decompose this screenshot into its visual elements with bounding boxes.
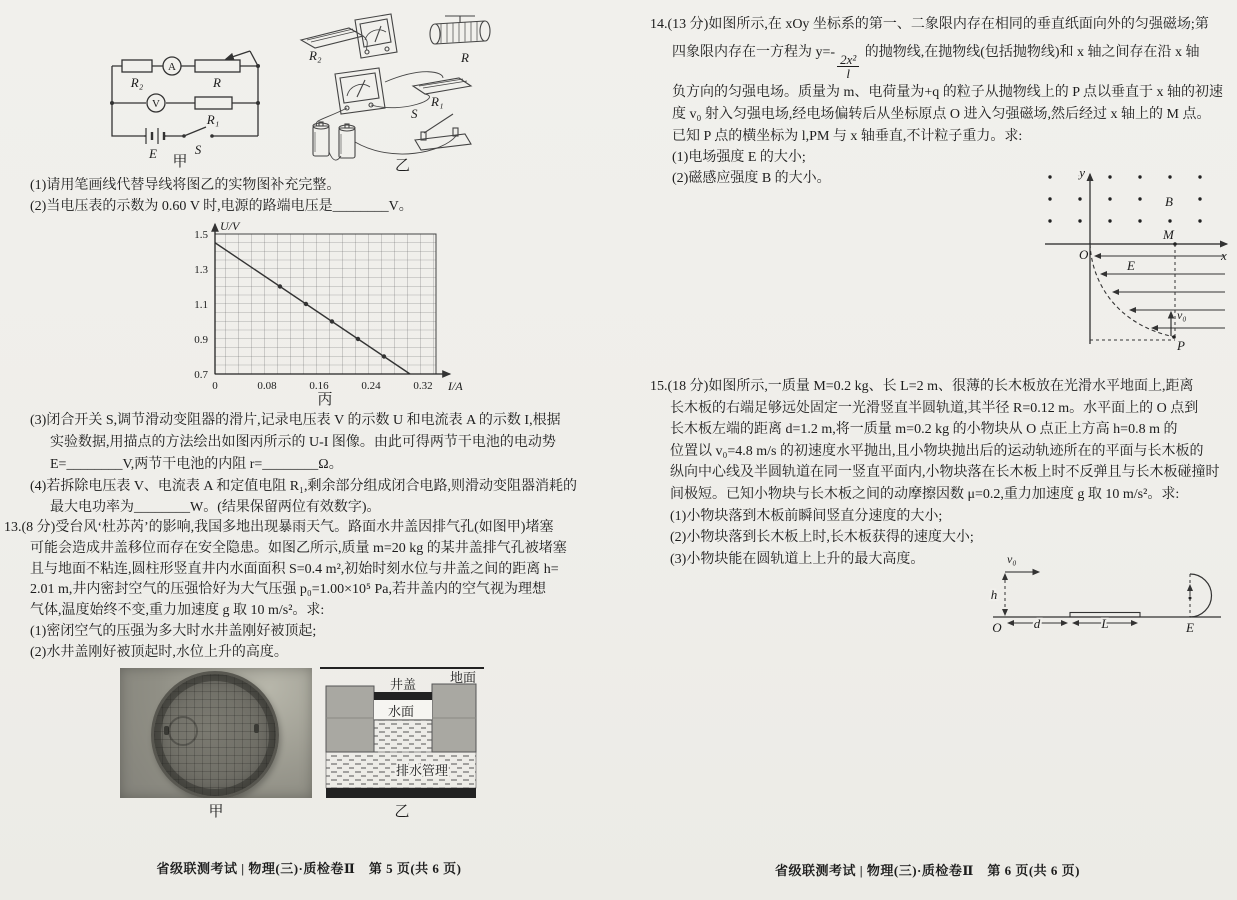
question-line: (1)小物块落到木板前瞬间竖直分速度的大小; <box>670 508 943 524</box>
question-line-fraction <box>650 37 1223 81</box>
diagram-caption: 乙 <box>394 804 410 820</box>
question-line: (2)磁感应强度 B 的大小。 <box>672 170 831 186</box>
question-line: 位置以 v₀=4.8 m/s 的初速度水平抛出,且小物块抛出后的运动轨迹所在的平面与长木板的 <box>670 443 1204 459</box>
question-line: 15.(18 分)如图所示,一质量 M=0.2 kg、长 L=2 m、很薄的长木板放在光滑水平地面上,距离 <box>650 379 1194 394</box>
svg-text:0.32: 0.32 <box>413 380 433 392</box>
label-s: S <box>411 106 418 121</box>
label-drain-pipe: 排水管理 <box>395 763 449 778</box>
plank-track-diagram-q15 <box>985 552 1225 667</box>
svg-text:1.1: 1.1 <box>194 299 208 311</box>
question-line: 14.(13 分)如图所示,在 xOy 坐标系的第一、二象限内存在相同的垂直纸面向外的匀强磁场;第 <box>650 17 1209 32</box>
manhole-center-ring <box>168 716 198 746</box>
label-e-field: E <box>1127 258 1135 273</box>
fraction-numerator: 2x² <box>837 53 859 67</box>
label-r1: R₁ <box>431 94 444 109</box>
question-line: 长木板左端的距离 d=1.2 m,将一质量 m=0.2 kg 的小物块从 O 点正上方高 h=0.8 m 的 <box>670 422 1178 438</box>
question-13 <box>4 518 567 664</box>
question-line: 长木板的右端足够远处固定一光滑竖直半圆轨道,其半径 R=0.12 m。水平面上的 O 点到 <box>670 400 1199 416</box>
question-15 <box>650 376 1220 570</box>
frac-post: 的抛物线,在抛物线(包括抛物线)和 x 轴之间存在沿 x 轴 <box>861 45 1200 60</box>
fraction <box>837 53 859 81</box>
circuit-diagram-jia <box>100 48 270 168</box>
question-line: (2)水井盖刚好被顶起时,水位上升的高度。 <box>30 644 288 660</box>
question-line: (3)闭合开关 S,调节滑动变阻器的滑片,记录电压表 V 的示数 U 和电流表 A 的示数 I,根据 <box>30 413 561 428</box>
question-line: 负方向的匀强电场。质量为 m、电荷量为+q 的粒子从抛物线上的 P 点以垂直于 x 轴的初速 <box>672 84 1224 100</box>
question-line: 2.01 m,井内密封空气的压强恰好为大气压强 p₀=1.00×10⁵ Pa,若井盖内的空气视为理想 <box>30 582 546 598</box>
svg-text:0: 0 <box>212 380 218 392</box>
question-line: 可能会造成井盖移位而存在安全隐患。如图乙所示,质量 m=20 kg 的某井盖排气孔被堵塞 <box>30 540 567 556</box>
label-ground: 地面 <box>450 670 477 685</box>
page-5 <box>0 0 618 900</box>
caption-jia: 甲 <box>172 154 188 168</box>
label-m-point: M <box>1163 227 1174 242</box>
question-14 <box>650 12 1223 189</box>
question-line: 13.(8 分)受台风‘杜苏芮’的影响,我国多地出现暴雨天气。路面水井盖因排气孔(如图甲)堵塞 <box>4 520 554 535</box>
question-line: 纵向中心线及半圆轨道在同一竖直平面内,小物块落在长木板上时不反弹且与长木板碰撞时 <box>670 465 1220 481</box>
x-axis-label: I/A <box>448 379 463 393</box>
question-line: E=________V,两节干电池的内阻 r=________Ω。 <box>50 457 343 472</box>
label-d: d <box>1033 616 1041 631</box>
label-l: L <box>1101 616 1109 631</box>
question-line: (4)若拆除电压表 V、电流表 A 和定值电阻 R₁,剩余部分组成闭合电路,则滑动变阻器消耗的 <box>30 479 577 494</box>
label-y-axis: y <box>1079 166 1085 180</box>
label-r: R <box>213 75 221 90</box>
manhole-photo <box>120 668 312 798</box>
well-cross-section <box>318 658 486 800</box>
svg-text:1.5: 1.5 <box>194 229 208 241</box>
experiment-item-4 <box>30 477 577 519</box>
label-b-field: B <box>1165 194 1173 209</box>
question-line: 且与地面不粘连,圆柱形竖直井内水面面积 S=0.4 m²,初始时刻水位与井盖之间的距离 h= <box>30 561 559 577</box>
experiment-item-3 <box>30 410 561 476</box>
question-line: 度 v₀ 射入匀强电场,经电场偏转后从坐标原点 O 进入匀强磁场,然后经过 x 轴上的 M 点。 <box>672 106 1211 122</box>
label-origin: O <box>992 620 1002 635</box>
question-line: (3)小物块能在圆轨道上上升的最大高度。 <box>670 551 925 567</box>
svg-text:0.08: 0.08 <box>257 380 277 392</box>
question-line: 已知 P 点的横坐标为 l,PM 与 x 轴垂直,不计粒子重力。求: <box>672 128 1023 144</box>
label-r2: R₂ <box>309 48 322 63</box>
manhole-handle-right <box>254 724 259 733</box>
question-line: 间极短。已知小物块与长木板之间的动摩擦因数 μ=0.2,重力加速度 g 取 10 m/s²。求: <box>670 486 1180 502</box>
label-origin: O <box>1079 247 1089 262</box>
question-line: (1)密闭空气的压强为多大时水井盖刚好被顶起; <box>30 623 317 639</box>
label-r: R <box>461 50 469 65</box>
label-h: h <box>990 587 998 602</box>
label-e-point: E <box>1186 620 1194 635</box>
label-r2: R₂ <box>130 75 144 90</box>
frac-pre: 四象限内存在一方程为 y=- <box>672 45 836 60</box>
caption-bing: 丙 <box>317 392 333 408</box>
svg-text:0.9: 0.9 <box>194 334 208 346</box>
label-r1: R₁ <box>206 112 220 127</box>
caption-yi: 乙 <box>395 158 411 174</box>
question-line: (2)当电压表的示数为 0.60 V 时,电源的路端电压是________V。 <box>30 198 413 214</box>
photo-caption: 甲 <box>208 804 224 820</box>
label-p-point: P <box>1177 338 1185 353</box>
question-line: (1)请用笔画线代替导线将图乙的实物图补充完整。 <box>30 178 341 193</box>
page-footer-right: 省级联测考试 | 物理(三)·质检卷Ⅱ 第 6 页(共 6 页) <box>775 863 1080 878</box>
question-line: 实验数据,用描点的方法绘出如图丙所示的 U-I 图像。由此可得两节干电池的电动势 <box>50 435 556 450</box>
svg-text:1.3: 1.3 <box>194 264 208 276</box>
svg-text:0.24: 0.24 <box>361 380 381 392</box>
svg-text:0.7: 0.7 <box>194 369 208 381</box>
ui-graph-bing <box>160 216 480 408</box>
apparatus-diagram-yi <box>293 2 528 174</box>
label-x-axis: x <box>1221 248 1227 263</box>
label-s: S <box>194 142 202 157</box>
field-diagram-q14 <box>1035 166 1235 361</box>
question-line: 最大电功率为________W。(结果保留两位有效数字)。 <box>50 499 381 515</box>
ammeter-label: A <box>168 61 176 73</box>
experiment-items <box>30 176 413 218</box>
label-water-surface: 水面 <box>387 704 415 719</box>
label-e: E <box>149 146 157 161</box>
fraction-denominator: l <box>846 66 850 82</box>
label-v0: v₀ <box>1177 308 1187 322</box>
label-cover: 井盖 <box>389 677 417 692</box>
label-v0: v₀ <box>1007 552 1017 566</box>
page-footer-left: 省级联测考试 | 物理(三)·质检卷Ⅱ 第 5 页(共 6 页) <box>156 861 462 876</box>
question-line: (2)小物块落到长木板上时,长木板获得的速度大小; <box>670 530 974 546</box>
question-line: 气体,温度始终不变,重力加速度 g 取 10 m/s²。求: <box>30 603 325 619</box>
y-axis-label: U/V <box>220 219 240 233</box>
page-6 <box>618 0 1237 900</box>
voltmeter-label: V <box>152 98 160 110</box>
svg-text:0.16: 0.16 <box>309 380 329 392</box>
question-line: (1)电场强度 E 的大小; <box>672 149 806 165</box>
